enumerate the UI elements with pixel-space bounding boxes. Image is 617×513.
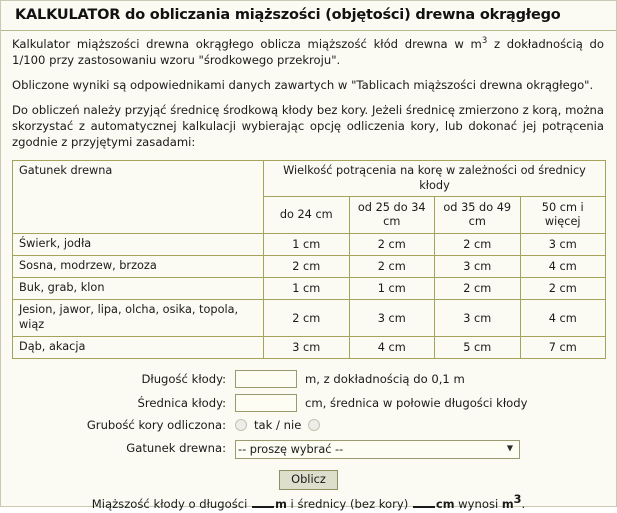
intro-p1-part-a: Kalkulator miąższości drewna okrągłego oblicza miąższość kłód drewna w m	[12, 37, 482, 52]
row-value-35-49: 3 cm	[435, 256, 521, 278]
row-value-25-34: 4 cm	[349, 336, 435, 358]
result-length-blank	[252, 496, 274, 508]
intro-paragraph-1	[12, 37, 604, 69]
length-label: Długość kłody:	[141, 371, 226, 386]
bark-deducted-options-text: tak / nie	[254, 417, 302, 432]
row-value-to-24: 2 cm	[264, 256, 350, 278]
title-bar	[1, 1, 616, 31]
cubic-meter-exponent: 3	[481, 36, 488, 47]
diameter-unit-note: cm, średnica w połowie długości kłody	[305, 395, 528, 410]
calculate-button[interactable]: Oblicz	[279, 470, 338, 490]
result-volume-unit: m	[501, 497, 514, 511]
result-suffix: wynosi	[458, 496, 499, 511]
header-diameter-to-24: do 24 cm	[264, 197, 350, 234]
table-head	[13, 161, 606, 234]
species-label: Gatunek drewna:	[126, 441, 226, 456]
table-row	[13, 336, 606, 358]
result-line	[1, 493, 616, 513]
result-period: .	[521, 496, 526, 511]
row-value-35-49: 5 cm	[435, 336, 521, 358]
header-species: Gatunek drewna	[13, 161, 264, 234]
length-unit-note: m, z dokładnością do 0,1 m	[305, 371, 465, 386]
result-middle: i średnicy (bez kory)	[290, 496, 409, 511]
row-species: Dąb, akacja	[13, 336, 264, 358]
row-value-25-34: 2 cm	[349, 256, 435, 278]
row-value-to-24: 1 cm	[264, 278, 350, 300]
calculator-form	[1, 359, 616, 513]
calculate-button-row	[1, 468, 616, 490]
header-diameter-35-49: od 35 do 49 cm	[435, 197, 521, 234]
row-species: Buk, grab, klon	[13, 278, 264, 300]
table-row	[13, 234, 606, 256]
row-value-35-49: 3 cm	[435, 300, 521, 337]
bark-deducted-radio-no[interactable]	[308, 419, 320, 431]
row-value-25-34: 1 cm	[349, 278, 435, 300]
table-row	[13, 300, 606, 337]
row-value-50-plus: 2 cm	[520, 278, 606, 300]
bark-deduction-table	[12, 160, 606, 359]
row-value-to-24: 2 cm	[264, 300, 350, 337]
bark-deducted-radio-yes[interactable]	[235, 419, 247, 431]
result-volume-unit-exponent: 3	[513, 493, 522, 507]
intro-paragraph-3: Do obliczeń należy przyjąć średnicę środkową kłody bez kory. Jeżeli średnicę zmierzono z korą, można skorzystać z automatycznej kalkulacji wybierając opcję odliczenia kory, lub dokonać jej potrącenia zgodnie z przyjętymi zasadami:	[12, 103, 604, 150]
diameter-input[interactable]	[235, 394, 297, 412]
header-diameter-25-34: od 25 do 34 cm	[349, 197, 435, 234]
row-species: Jesion, jawor, lipa, olcha, osika, topola, wiąz	[13, 300, 264, 337]
diameter-label: Średnica kłody:	[137, 395, 226, 410]
page-title: KALKULATOR do obliczania miąższości (objętości) drewna okrągłego	[15, 7, 561, 23]
table-row	[13, 256, 606, 278]
row-value-50-plus: 4 cm	[520, 256, 606, 278]
intro-p1-part-b: z dokładnością do 1/100 przy zastosowaniu wzoru "środkowego przekroju".	[12, 37, 605, 68]
chevron-down-icon: ▼	[506, 443, 513, 453]
species-select[interactable]	[235, 440, 520, 459]
header-diameter-50-plus: 50 cm i więcej	[520, 197, 606, 234]
table-body	[13, 234, 606, 358]
species-select-wrapper	[235, 438, 520, 459]
intro-section	[1, 31, 616, 151]
row-value-to-24: 1 cm	[264, 234, 350, 256]
row-value-50-plus: 7 cm	[520, 336, 606, 358]
result-diameter-blank	[413, 496, 435, 508]
row-value-35-49: 2 cm	[435, 234, 521, 256]
result-prefix: Miąższość kłody o długości	[91, 496, 248, 511]
length-input[interactable]	[235, 370, 297, 388]
row-species: Świerk, jodła	[13, 234, 264, 256]
result-diameter-unit: cm	[436, 497, 455, 511]
bark-table-wrapper	[1, 160, 616, 359]
diameter-row	[1, 394, 616, 412]
row-value-25-34: 3 cm	[349, 300, 435, 337]
row-value-25-34: 2 cm	[349, 234, 435, 256]
row-value-to-24: 3 cm	[264, 336, 350, 358]
length-row	[1, 370, 616, 388]
bark-deducted-row	[1, 418, 616, 432]
row-value-50-plus: 3 cm	[520, 234, 606, 256]
row-value-35-49: 2 cm	[435, 278, 521, 300]
table-header-row-1	[13, 161, 606, 197]
row-value-50-plus: 4 cm	[520, 300, 606, 337]
intro-paragraph-2: Obliczone wyniki są odpowiednikami danych zawartych w "Tablicach miąższości drewna okrągłego".	[12, 78, 594, 93]
table-row	[13, 278, 606, 300]
bark-deducted-label: Grubość kory odliczona:	[86, 417, 226, 432]
result-length-unit: m	[275, 497, 287, 511]
header-bark-deduction-group: Wielkość potrącenia na korę w zależności od średnicy kłody	[264, 161, 606, 197]
species-row	[1, 438, 616, 459]
row-species: Sosna, modrzew, brzoza	[13, 256, 264, 278]
